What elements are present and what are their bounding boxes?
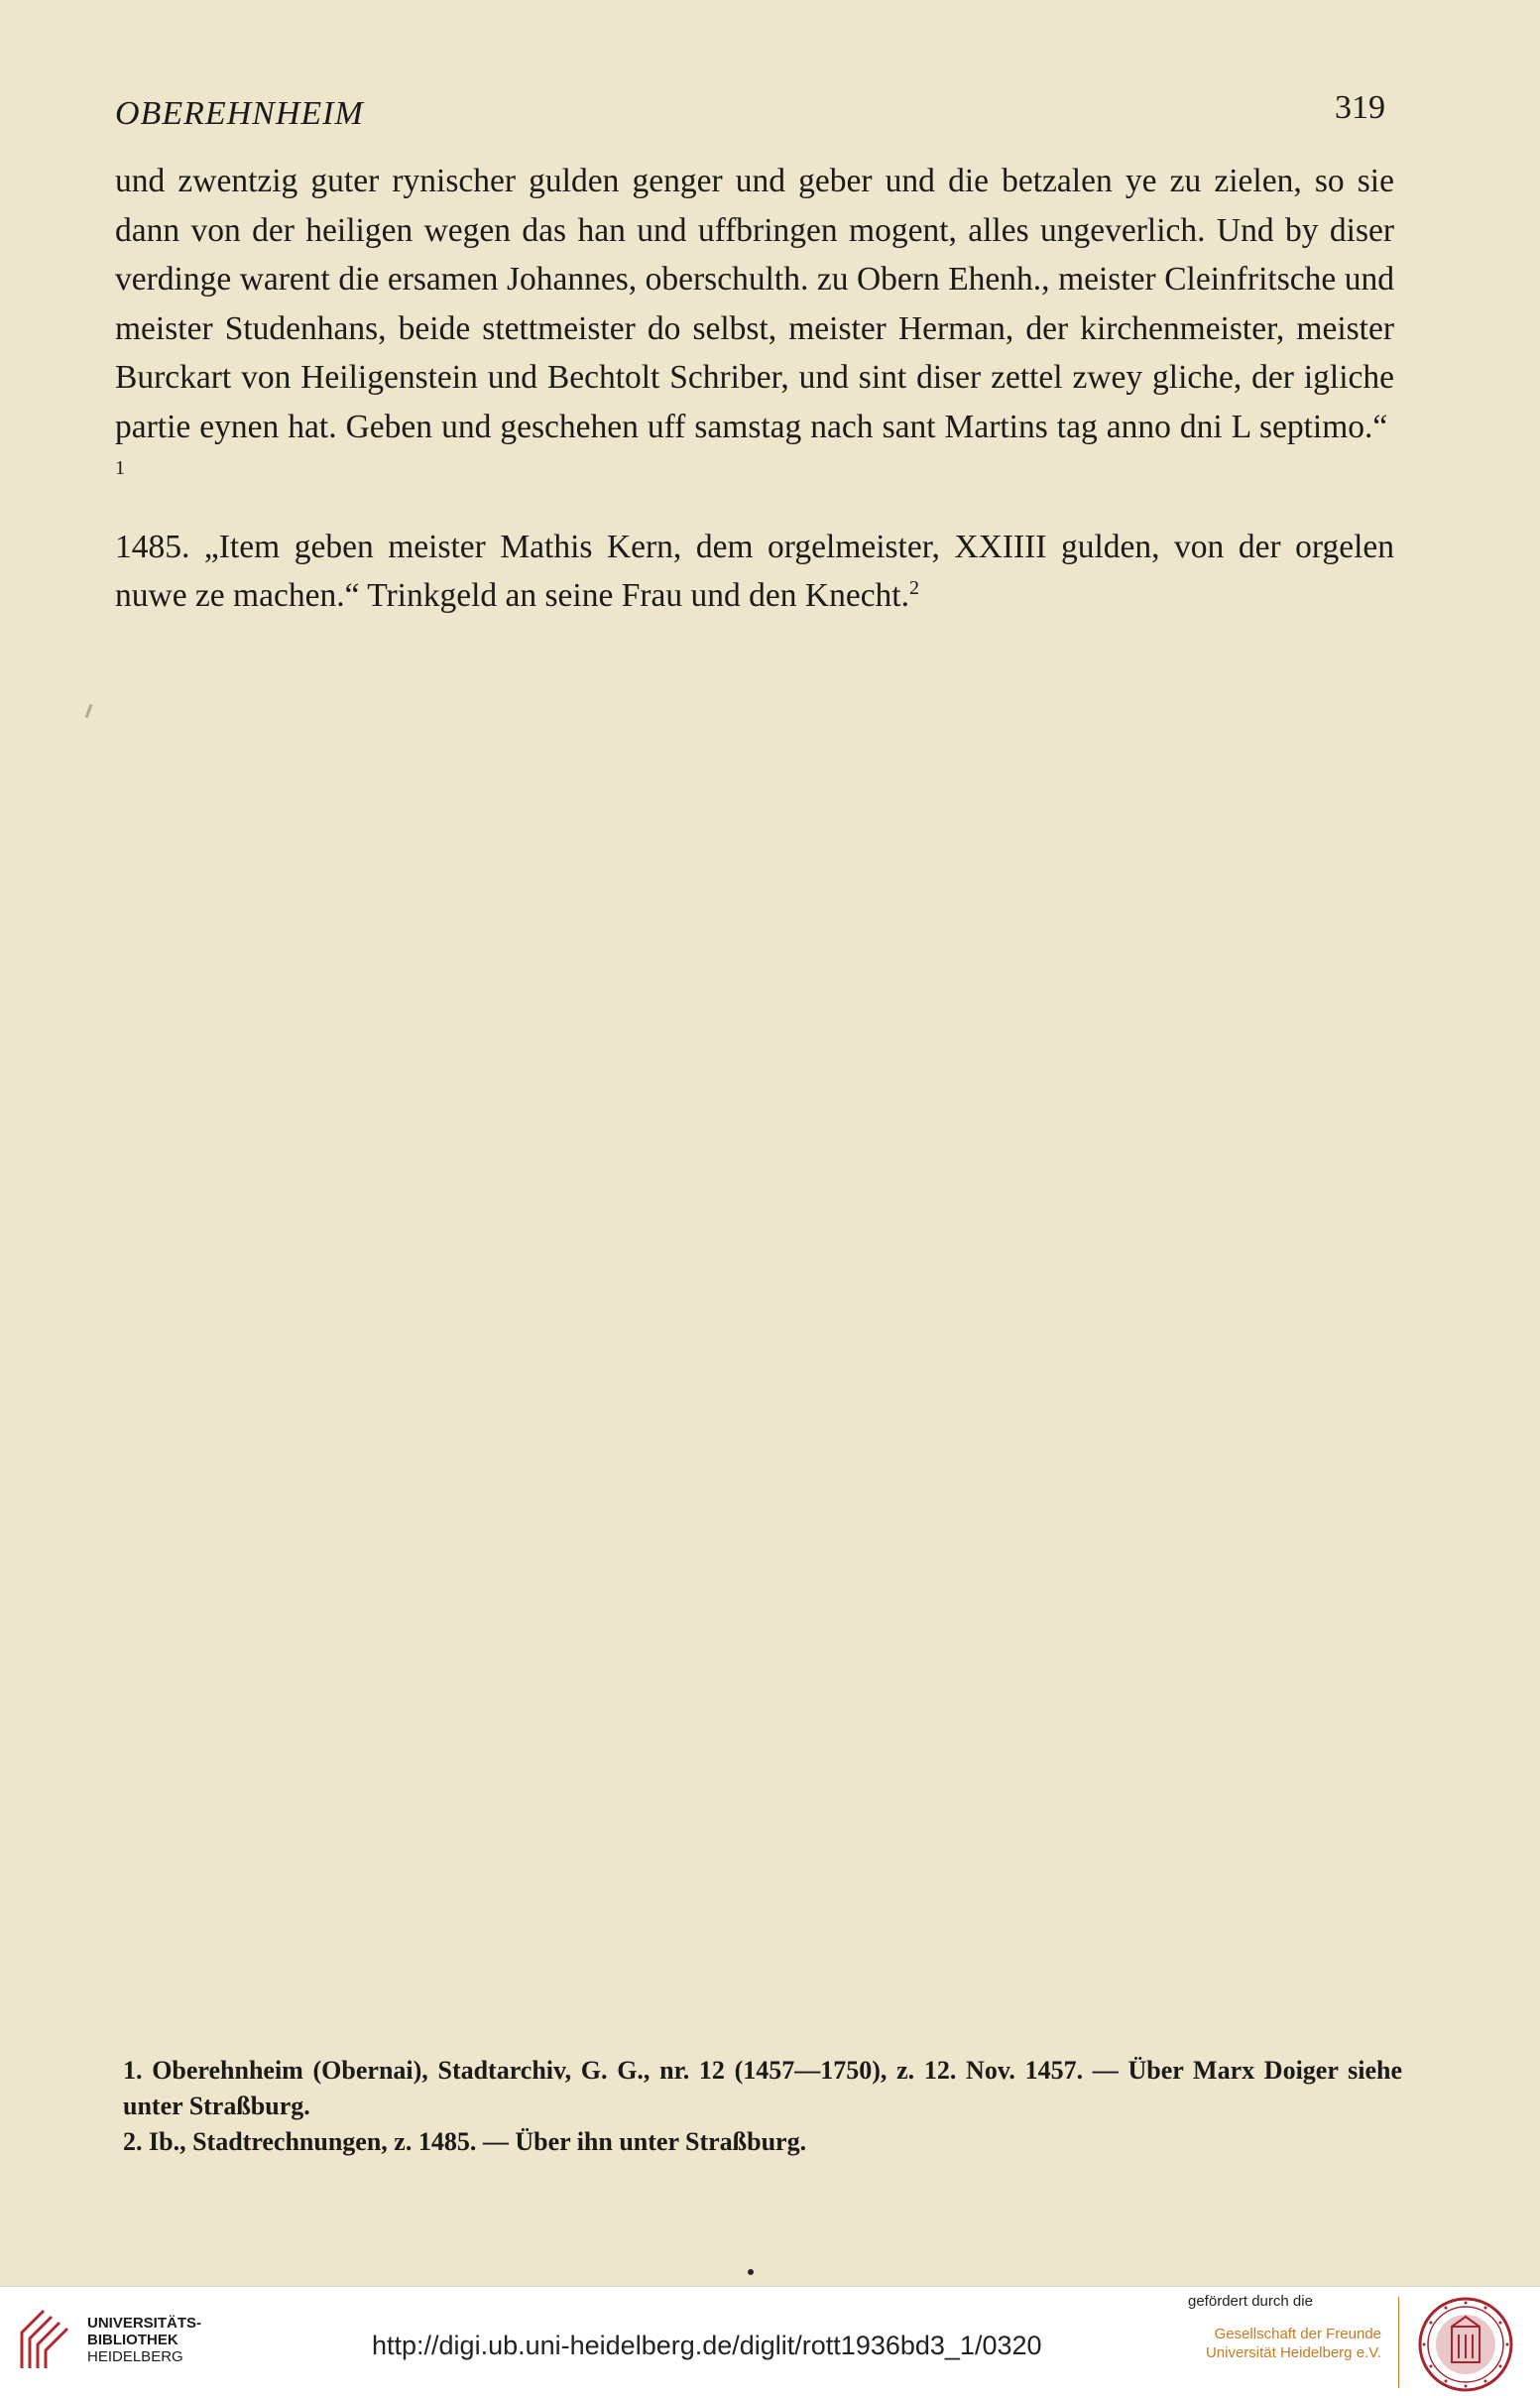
paper-speck	[85, 704, 93, 718]
footnotes	[123, 2053, 1402, 2160]
sponsor-name-line-2: Universität Heidelberg e.V.	[1205, 2344, 1381, 2361]
sponsor-label: gefördert durch die	[1188, 2293, 1313, 2310]
running-head: OBEREHNHEIM	[115, 95, 364, 132]
body-text	[115, 157, 1394, 621]
paragraph-2	[115, 523, 1394, 621]
footnote-ref-2: 2	[909, 576, 920, 599]
library-name-line-2: BIBLIOTHEK	[87, 2332, 178, 2348]
sponsor-name-line-1: Gesellschaft der Freunde	[1214, 2326, 1381, 2342]
footnote-2: 2. Ib., Stadtrechnungen, z. 1485. — Über ihn unter Straßburg.	[123, 2127, 807, 2156]
page-number: 319	[1335, 89, 1385, 126]
sponsor-name[interactable]	[1206, 2325, 1381, 2362]
library-name-line-3: HEIDELBERG	[87, 2348, 183, 2365]
footnote-ref-1: 1	[115, 456, 126, 479]
page-dot	[748, 2269, 754, 2275]
footer-bar	[0, 2286, 1540, 2396]
library-name	[87, 2315, 201, 2365]
paragraph-2-text: 1485. „Item geben meister Mathis Kern, dem orgelmeister, XXIIII gulden, von der orgelen nuwe ze machen.“ Trinkgeld an seine Frau und den Knecht.	[115, 528, 1394, 614]
footnote-1: 1. Oberehnheim (Obernai), Stadtarchiv, G. G., nr. 12 (1457—1750), z. 12. Nov. 1457. — Über Marx Doiger siehe unter Straßburg.	[123, 2056, 1402, 2120]
university-seal-icon	[1416, 2295, 1515, 2394]
footer-divider	[1398, 2297, 1399, 2388]
paragraph-1-text: und zwentzig guter rynischer gulden genger und geber und die betzalen ye zu zielen, so sie dann von der heiligen wegen das han und uffbringen mogent, alles ungeverlich. Und by diser verdinge warent die ersamen Johannes, oberschulth. zu Obern Ehenh., meister Cleinfritsche und meister Studenhans, beide stettmeister do selbst, meister Herman, der kirchenmeister, meister Burckart von Heiligenstein und Bechtolt Schriber, und sint diser zettel zwey gliche, der igliche partie eynen hat. Geben und geschehen uff samstag nach sant Martins tag anno dni L septimo.“	[115, 163, 1394, 445]
library-logo-icon	[14, 2307, 75, 2372]
paragraph-1	[115, 157, 1394, 501]
library-name-line-1: UNIVERSITÄTS-	[87, 2315, 202, 2332]
permalink-url[interactable]: http://digi.ub.uni-heidelberg.de/diglit/rott1936bd3_1/0320	[372, 2331, 1042, 2360]
